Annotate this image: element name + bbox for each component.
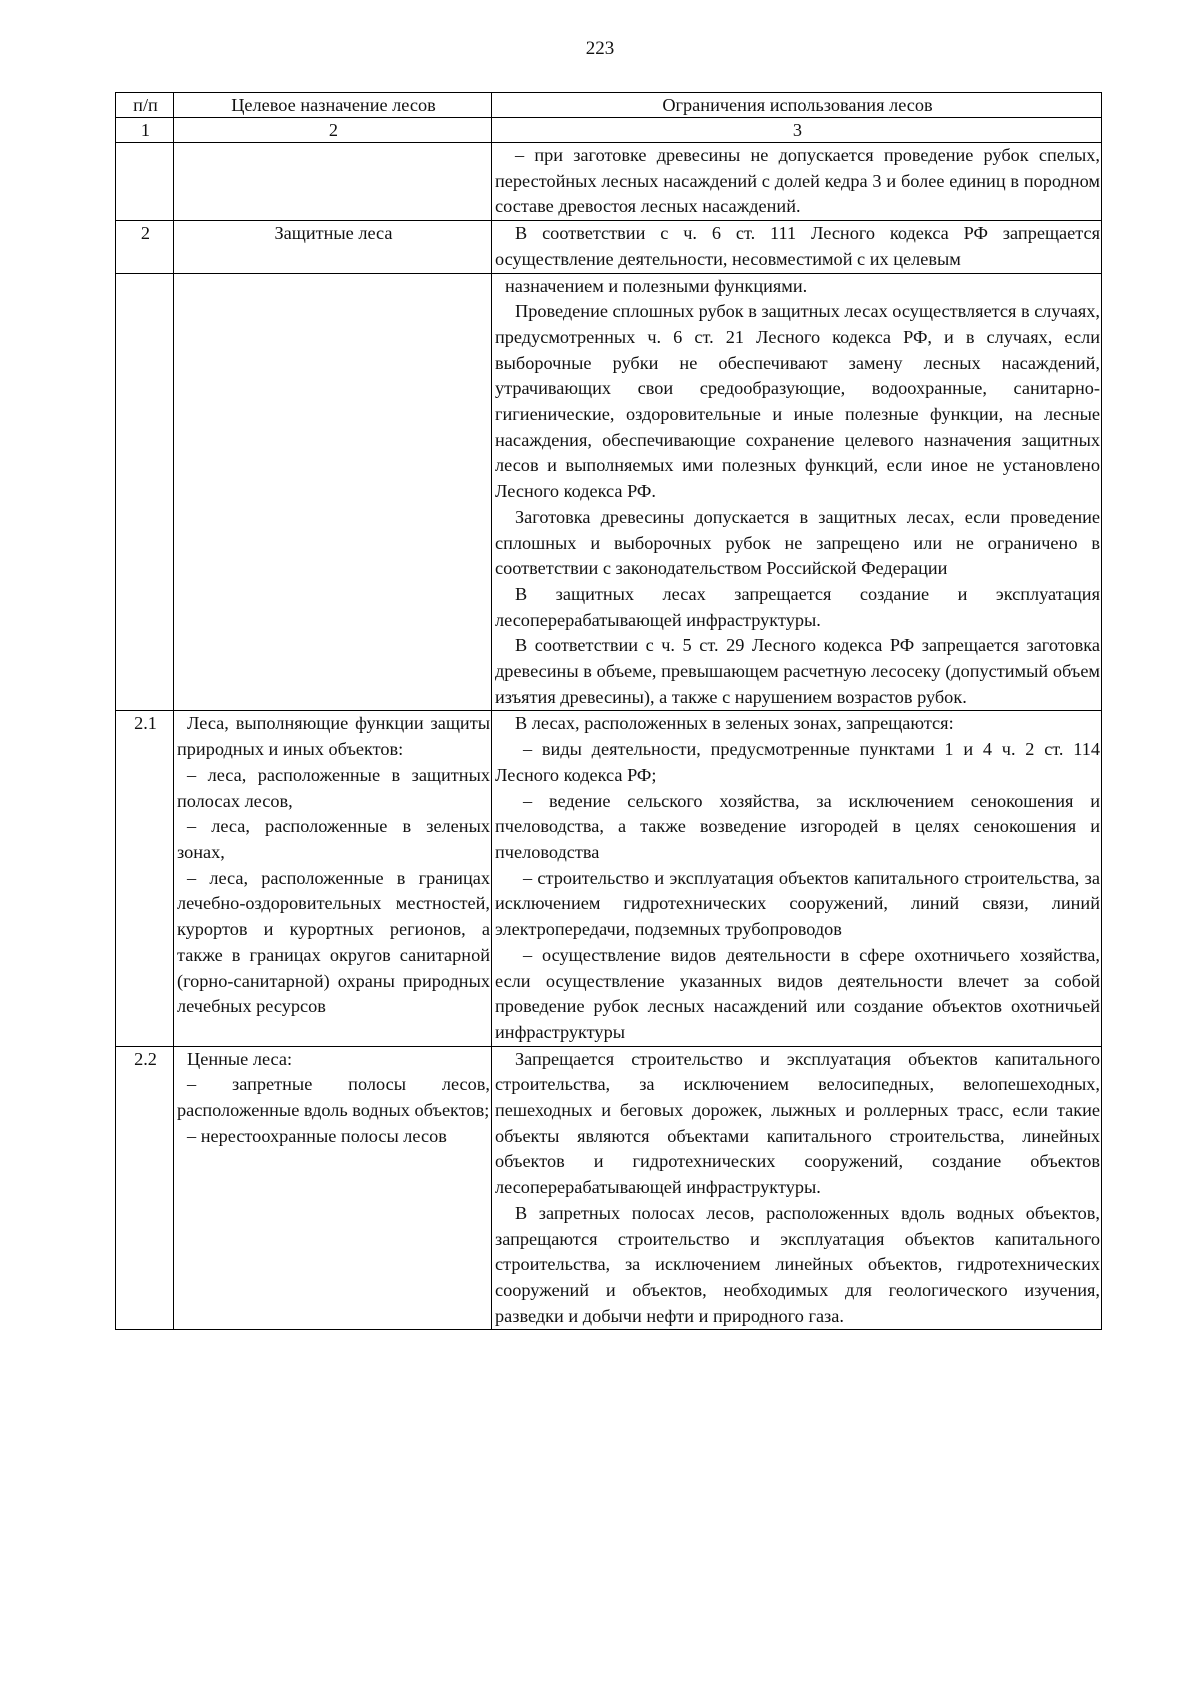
row-number: 2.1 (116, 711, 174, 1046)
purpose-cell (174, 273, 492, 711)
row-number (116, 273, 174, 711)
column-number-3: 3 (492, 118, 1102, 143)
restriction-paragraph: В соответствии с ч. 6 ст. 111 Лесного кодекса РФ запрещается осуществление деятельности, несовместимой с их целевым (495, 223, 1100, 269)
column-number-2: 2 (174, 118, 492, 143)
restriction-paragraph: В запретных полосах лесов, расположенных вдоль водных объектов, запрещаются строительство и эксплуатация объектов капитального строительства, за исключением линейных объектов, гидротехнических сооружений и объектов, необходимых для геологического изучения, разведки и добычи нефти и природного газа. (495, 1202, 1100, 1326)
restrictions-cell (492, 273, 1102, 711)
restriction-paragraph: назначением и полезными функциями. (505, 275, 808, 296)
purpose-paragraph: – нерестоохранные полосы лесов (187, 1125, 447, 1146)
table-row (116, 221, 1102, 273)
row-number: 2 (116, 221, 174, 273)
page-number: 223 (585, 38, 615, 59)
purpose-cell (174, 143, 492, 221)
table-header-row (116, 93, 1102, 118)
purpose-paragraph: – запретные полосы лесов, расположенные вдоль водных объектов; (177, 1074, 490, 1121)
restriction-paragraph: В лесах, расположенных в зеленых зонах, запрещаются: (515, 713, 954, 734)
restriction-paragraph: – строительство и эксплуатация объектов капитального строительства, за исключением гидротехнических сооружений, линий связи, линий электропередачи, подземных трубопроводов (495, 867, 1100, 940)
restriction-paragraph: Запрещается строительство и эксплуатация объектов капитального строительства, за исключением велосипедных, велопешеходных, пешеходных и беговых дорожек, лыжных и роллерных трасс, если такие объекты являются объектами капитального строительства, линейных объектов и гидротехнических сооружений, создание объектов лесоперерабатывающей инфраструктуры. (495, 1048, 1100, 1198)
purpose-paragraph: – леса, расположенные в защитных полосах лесов, (177, 764, 490, 811)
purpose-paragraph: Леса, выполняющие функции защиты природных и иных объектов: (177, 713, 490, 760)
restrictions-cell (492, 221, 1102, 273)
purpose-cell (174, 221, 492, 273)
purpose-text: Защитные леса (274, 223, 393, 244)
table-row (116, 711, 1102, 1046)
table-row (116, 273, 1102, 711)
table-column-numbers-row (116, 118, 1102, 143)
restriction-paragraph: – ведение сельского хозяйства, за исключением сенокошения и пчеловодства, а также возведение изгородей в целях сенокошения и пчеловодства (495, 790, 1100, 862)
header-col-purpose: Целевое назначение лесов (174, 93, 492, 118)
restrictions-cell (492, 1046, 1102, 1330)
restrictions-cell (492, 143, 1102, 221)
restriction-paragraph: – при заготовке древесины не допускается проведение рубок спелых, перестойных лесных насаждений с долей кедра 3 и более единиц в породном составе древостоя лесных насаждений. (495, 145, 1100, 217)
purpose-paragraph: – леса, расположенные в зеленых зонах, (177, 816, 490, 862)
restriction-paragraph: – осуществление видов деятельности в сфере охотничьего хозяйства, если осуществление указанных видов деятельности влечет за собой проведение рубок лесных насаждений или создание объектов охотничьей инфраструктуры (495, 944, 1100, 1042)
purpose-paragraph: – леса, расположенные в границах лечебно-оздоровительных местностей, курортов и курортных регионов, а также в границах округов санитарной (горно-санитарной) охраны природных лечебных ресурсов (177, 867, 490, 1017)
restriction-paragraph: В защитных лесах запрещается создание и эксплуатация лесоперерабатывающей инфраструктуры. (495, 583, 1100, 630)
restriction-paragraph: Проведение сплошных рубок в защитных лесах осуществляется в случаях, предусмотренных ч. 6 ст. 21 Лесного кодекса РФ, и в случаях, если выборочные рубки не обеспечивают замену лесных насаждений, утрачивающих свои средообразующие, водоохранные, санитарно-гигиенические, оздоровительные и иные полезные функции, на лесные насаждения, обеспечивающие сохранение целевого назначения защитных лесов и выполняемых ими полезных функций, если иное не установлено Лесного кодекса РФ. (495, 301, 1100, 502)
restriction-paragraph: В соответствии с ч. 5 ст. 29 Лесного кодекса РФ запрещается заготовка древесины в объеме, превышающем расчетную лесосеку (допустимый объем изъятия древесины), а также с нарушением возрастов рубок. (495, 635, 1100, 707)
purpose-cell (174, 711, 492, 1046)
row-number: 2.2 (116, 1046, 174, 1330)
table-row (116, 1046, 1102, 1330)
purpose-cell (174, 1046, 492, 1330)
column-number-1: 1 (116, 118, 174, 143)
restriction-paragraph: Заготовка древесины допускается в защитных лесах, если проведение сплошных и выборочных рубок не запрещено или не ограничено в соответствии с законодательством Российской Федерации (495, 506, 1100, 579)
restrictions-cell (492, 711, 1102, 1046)
row-number (116, 143, 174, 221)
purpose-paragraph: Ценные леса: (187, 1048, 293, 1069)
restriction-paragraph: – виды деятельности, предусмотренные пунктами 1 и 4 ч. 2 ст. 114 Лесного кодекса РФ; (495, 739, 1100, 785)
header-col-restrictions: Ограничения использования лесов (492, 93, 1102, 118)
forest-restrictions-table (115, 92, 1102, 1330)
table-row (116, 143, 1102, 221)
header-col-number: п/п (116, 93, 174, 118)
